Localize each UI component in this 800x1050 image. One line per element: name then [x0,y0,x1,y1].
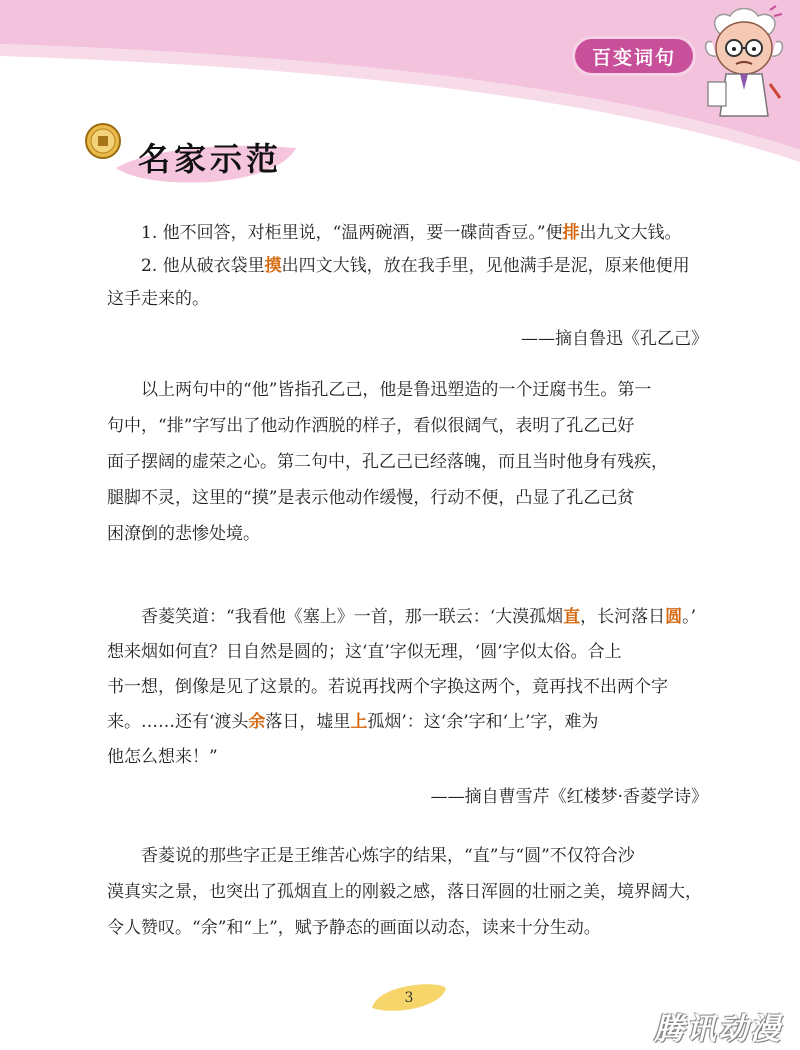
highlight-char: 余 [248,712,266,732]
text-line: 2. 他从破衣袋里摸出四文大钱，放在我手里，见他满手是泥，原来他便用 [141,256,690,276]
section-heading [82,118,312,188]
analysis-paragraph-1 [107,372,707,552]
attribution-1: ——摘自鲁迅《孔乙己》 [521,329,708,349]
text-line: 想来烟如何直？日自然是圆的；这‘直’字似无理，‘圆’字似太俗。合上 [107,642,622,662]
highlight-char: 直 [563,607,581,627]
attribution-2: ——摘自曹雪芹《红楼梦·香菱学诗》 [430,787,708,807]
page-number: 3 [404,990,414,1006]
text-line: 香菱说的那些字正是王维苦心炼字的结果，“直”与“圆”不仅符合沙 [141,846,635,866]
text-line: 句中，“排”字写出了他动作洒脱的样子，看似很阔气，表明了孔乙己好 [107,416,635,436]
text-line: 漠真实之景，也突出了孤烟直上的刚毅之感，落日浑圆的壮丽之美，境界阔大， [107,882,702,902]
section-title: 名家示范 [138,140,283,178]
page-number-tab [368,978,450,1018]
text-line: 令人赞叹。“余”和“上”，赋予静态的画面以动态，读来十分生动。 [107,918,601,938]
analysis-paragraph-2 [107,838,707,946]
highlight-char: 排 [562,223,580,243]
text-line: 腿脚不灵，这里的“摸”是表示他动作缓慢，行动不便，凸显了孔乙己贫 [107,488,635,508]
text-line: 他怎么想来！” [107,747,218,767]
highlight-char: 圆 [665,607,683,627]
highlight-char: 上 [350,712,368,732]
text-line: 面子摆阔的虚荣之心。第二句中，孔乙己已经落魄，而且当时他身有残疾， [107,452,668,472]
text-line: 1. 他不回答，对柜里说，“温两碗酒，要一碟茴香豆。”便排出九文大钱。 [141,223,682,243]
text-line: 香菱笑道：“我看他《塞上》一首，那一联云：‘大漠孤烟直，长河落日圆。’ [141,607,696,627]
text-line: 书一想，倒像是见了这景的。若说再找两个字换这两个，竟再找不出两个字 [107,677,668,697]
category-badge [572,36,696,76]
example-quote-2 [107,600,707,775]
text-line: 以上两句中的“他”皆指孔乙己，他是鲁迅塑造的一个迂腐书生。第一 [141,380,652,400]
category-badge-label: 百变词句 [591,46,676,69]
coin-icon [84,122,122,160]
watermark-logo: 腾讯动漫 [654,1012,782,1047]
text-line: 来。……还有‘渡头余落日，墟里上孤烟’：这‘余’字和‘上’字，难为 [107,712,599,732]
text-line: 困潦倒的悲惨处境。 [107,524,260,544]
text-line: 这手走来的。 [107,289,209,309]
mascot-professor [690,4,798,120]
example-quote-1 [107,217,707,316]
highlight-char: 摸 [264,256,282,276]
